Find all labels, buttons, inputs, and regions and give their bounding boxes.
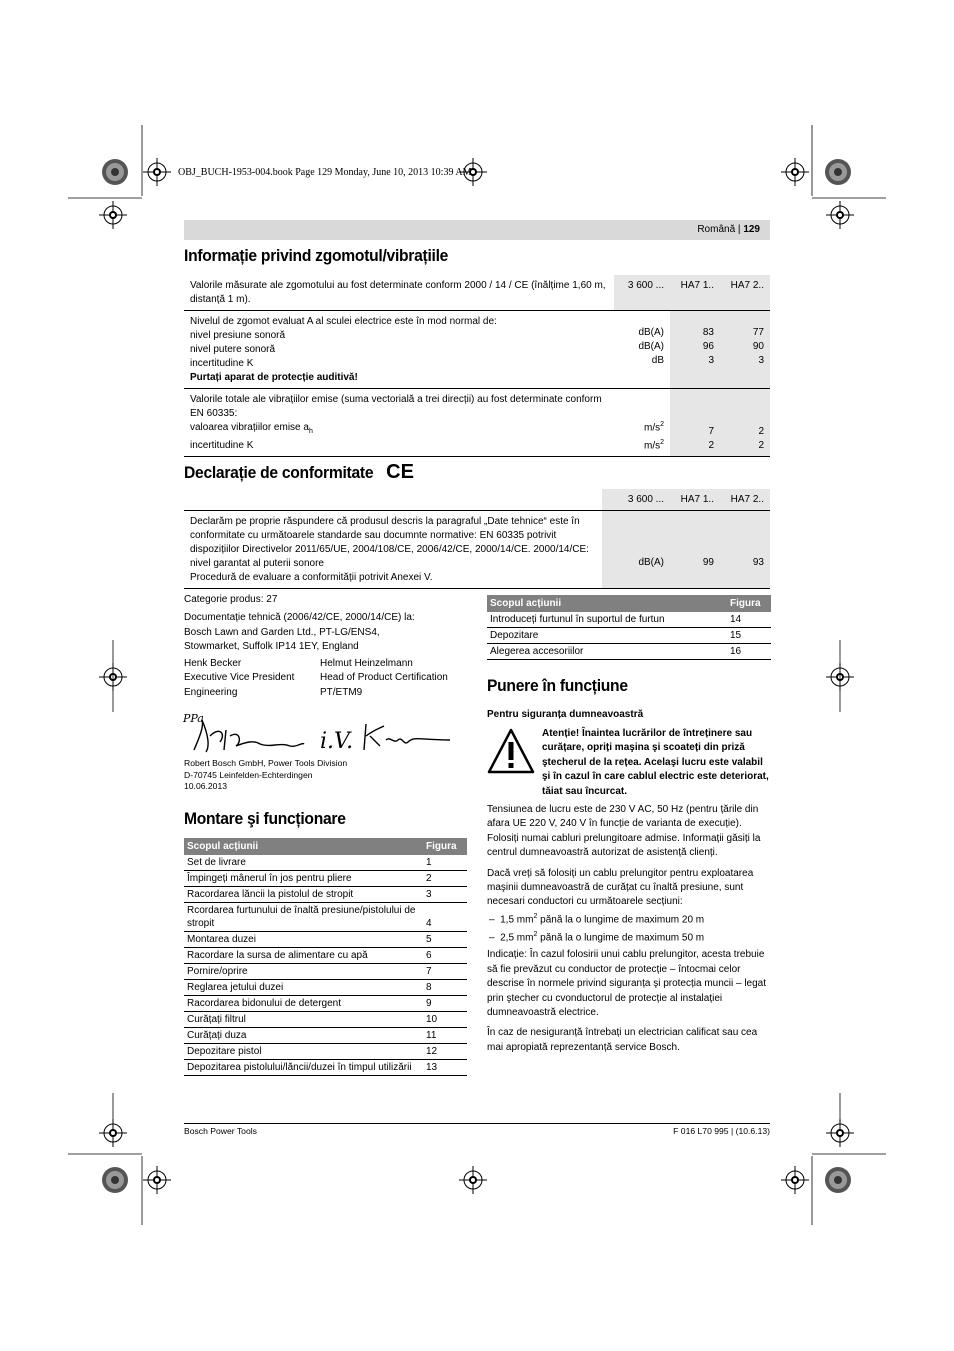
signer-1-name: Henk Becker (184, 658, 242, 669)
bullet-dash-2: – (489, 931, 495, 943)
action-cell: Rcordarea furtunului de înaltă presiune/pistolului de stropit (184, 903, 423, 932)
sound-v2-3: 3 (758, 355, 764, 366)
action-cell: Racordarea bidonului de detergent (184, 996, 423, 1012)
figure-cell: 16 (727, 644, 771, 660)
address-line-2: Stowmarket, Suffolk IP14 1EY, England (184, 641, 359, 653)
table-row (487, 628, 771, 644)
action-cell: Racordare la sursa de alimentare cu apă (184, 948, 423, 964)
conformity-unit: dB(A) (602, 511, 670, 589)
right-header-figure: Figura (727, 595, 771, 612)
company-line-1: Robert Bosch GmbH, Power Tools Division (184, 758, 348, 768)
declaration-block (184, 593, 469, 655)
figure-cell: 4 (423, 903, 467, 932)
col-header-2: HA7 1.. (670, 275, 720, 311)
conformity-heading (184, 461, 422, 484)
declaration-date: 10.06.2013 (184, 781, 228, 791)
conformity-table (184, 489, 770, 589)
sound-unit-3: dB (651, 355, 664, 366)
action-cell: Pornire/oprire (184, 964, 423, 980)
footer-left: Bosch Power Tools (184, 1126, 257, 1136)
vib-unit-base-2: m/s (643, 440, 661, 451)
uncertainty-label: incertitudine K (190, 440, 254, 451)
sound-unit-1: dB(A) (638, 327, 664, 338)
signer-2-title: Head of Product Certification (320, 672, 448, 684)
footer-rule (184, 1123, 770, 1124)
signer-2 (320, 657, 470, 700)
conformity-procedure: Procedură de evaluare a conformității potrivit Anexei V. (190, 572, 433, 583)
signer-2-name: Helmut Heinzelmann (320, 658, 413, 669)
signature-ppa: PPa (183, 712, 204, 725)
vibration-label (190, 421, 608, 439)
table-row (184, 948, 467, 964)
bullet-2-text: pănă la o lungime de maximum 50 m (540, 931, 705, 943)
table-row (184, 980, 467, 996)
table-row (184, 964, 467, 980)
startup-body (487, 803, 771, 1055)
col-header-3: HA7 2.. (720, 275, 770, 311)
vibration-label-text: valoarea vibrațiilor emise a (190, 422, 309, 433)
conf-col-header-1: 3 600 ... (602, 489, 670, 511)
vibration-sub: h (308, 428, 313, 435)
sound-v1-1: 83 (702, 327, 714, 338)
bullet-1-text: pănă la o lungime de maximum 20 m (540, 914, 705, 926)
bullet-2-exp: 2 (533, 930, 538, 938)
assembly-table (184, 838, 467, 1076)
hearing-warning: Purtați aparat de protecție auditivă! (190, 372, 358, 383)
action-cell: Alegerea accesoriilor (487, 644, 727, 660)
right-header-action: Scopul acțiunii (487, 595, 727, 612)
ce-mark: CE (386, 461, 414, 483)
signer-1 (184, 657, 320, 700)
page-header-bar (184, 220, 770, 240)
bullet-1-exp: 2 (533, 912, 538, 920)
figure-cell: 3 (423, 887, 467, 903)
signer-1-title-2: Engineering (184, 686, 238, 698)
figure-cell: 1 (423, 855, 467, 871)
table-row (184, 1028, 467, 1044)
company-block (184, 758, 469, 793)
unc-v1: 2 (708, 440, 714, 451)
sound-label-2: nivel putere sonoră (190, 344, 276, 355)
footer-right: F 016 L70 995 | (10.6.13) (673, 1126, 770, 1136)
print-header: OBJ_BUCH-1953-004.book Page 129 Monday, June 10, 2013 10:39 AM (178, 167, 472, 178)
figure-cell: 12 (423, 1044, 467, 1060)
safety-warning: Atenție! Înaintea lucrărilor de întreținere sau curățare, opriți maşina şi scoateți din priză ştecherul de la rețea. Acelaşi lucru este valabil şi în cazul în care cablul electric este deteriorat, tăiat sau încurcat. (542, 728, 769, 797)
vib-unit-1 (620, 418, 664, 435)
figure-cell: 9 (423, 996, 467, 1012)
warning-triangle-icon (487, 728, 535, 776)
figure-cell: 14 (727, 612, 771, 628)
address-line-1: Bosch Lawn and Garden Ltd., PT-LG/ENS4, (184, 626, 380, 638)
bullet-1-size: 1,5 mm (500, 914, 534, 926)
signature-heinzelmann (364, 724, 450, 750)
action-cell: Reglarea jetului duzei (184, 980, 423, 996)
conf-col-header-3: HA7 2.. (720, 489, 770, 511)
sound-v2-2: 90 (752, 341, 764, 352)
header-separator: | (737, 224, 741, 235)
vib-v2: 2 (758, 426, 764, 437)
company-line-2: D-70745 Leinfelden-Echterdingen (184, 769, 313, 780)
conformity-empty-header (184, 489, 602, 511)
right-table (487, 595, 771, 660)
conf-col-header-2: HA7 1.. (670, 489, 720, 511)
table-row (184, 871, 467, 887)
sound-label-3: incertitudine K (190, 358, 254, 369)
page-number: 129 (743, 224, 760, 235)
sound-values-1 (670, 311, 720, 389)
action-cell: Racordarea lăncii la pistolul de stropit (184, 887, 423, 903)
conformity-v1: 99 (670, 511, 720, 589)
figure-cell: 13 (423, 1060, 467, 1076)
sound-v1-3: 3 (708, 355, 714, 366)
figure-cell: 8 (423, 980, 467, 996)
unc-v2: 2 (758, 440, 764, 451)
note-text: Indicație: În cazul folosirii unui cablu prelungitor, acesta trebuie să fie prevăzut cu conductor de protecție – întocmai celor descrise în normele privind siguranța şi protecția muncii – legat prin ştecher cu cvonductorul de protecție al instalației dumneavoastră electrice. (487, 949, 767, 1018)
figure-cell: 5 (423, 932, 467, 948)
bullet-2-size: 2,5 mm (500, 931, 534, 943)
figure-cell: 10 (423, 1012, 467, 1028)
vib-unit-exp-2: 2 (660, 438, 664, 446)
table-row (487, 612, 771, 628)
table-row (184, 887, 467, 903)
vib-unit-2 (620, 436, 664, 453)
figure-cell: 15 (727, 628, 771, 644)
noise-table (184, 275, 770, 457)
startup-subtitle: Pentru siguranța dumneavoastră (487, 709, 644, 720)
conformity-text-cell (184, 511, 602, 589)
page-header (697, 224, 760, 235)
action-cell: Depozitare pistol (184, 1044, 423, 1060)
tech-doc: Documentație tehnică (2006/42/CE, 2000/14/CE) la: (184, 612, 415, 624)
table-row (184, 1012, 467, 1028)
vibration-cell (184, 389, 614, 457)
table-row (487, 644, 771, 660)
header-language: Română (697, 224, 736, 235)
action-cell: Depozitarea pistolului/lăncii/duzei în timpul utilizării (184, 1060, 423, 1076)
conformity-title: Declarație de conformitate (184, 463, 374, 482)
voltage-text: Tensiunea de lucru este de 230 V AC, 50 Hz (pentru țările din afara UE 220 V, 240 V în funcție de varianta de execuție). Folosiți numai cabluri prelungitoare admise. Informații găsiți la centrul dumneavoastră autorizat de asistență clienți. (487, 804, 761, 859)
bullet-dash-1: – (489, 914, 495, 926)
product-category: Categorie produs: 27 (184, 594, 278, 605)
conformity-text: Declarăm pe proprie răspundere că produsul descris la paragraful „Date tehnice“ este în conformitate cu următoarele standarde sau documnte normative: EN 60335 potrivit dispozițiilor Directivelor 2011/65/UE, 2004/108/CE, 2006/42/CE, 2000/14/CE. 2000/14/CE: nivel garantat al puterii sonore (190, 516, 589, 569)
assembly-header-figure: Figura (423, 838, 467, 855)
action-cell: Împingeți mânerul în jos pentru pliere (184, 871, 423, 887)
extension-text: Dacă vreți să folosiți un cablu prelungitor pentru exploatarea maşinii dumneavoastră de curățat cu înaltă presiune, sunt necesari conductori cu următoarele secțiuni: (487, 867, 754, 908)
vibration-values-1 (670, 389, 720, 457)
action-cell: Depozitare (487, 628, 727, 644)
noise-title: Informație privind zgomotul/vibrațiile (184, 246, 449, 265)
signer-2-title-2: PT/ETM9 (320, 686, 363, 698)
vibration-values-2 (720, 389, 770, 457)
vib-v1: 7 (708, 426, 714, 437)
action-cell: Montarea duzei (184, 932, 423, 948)
conformity-v2: 93 (720, 511, 770, 589)
sound-units (614, 311, 670, 389)
signature-becker (194, 720, 304, 752)
col-header-1: 3 600 ... (614, 275, 670, 311)
vibration-intro: Valorile totale ale vibrațiilor emise (suma vectorială a trei direcții) au fost determinate conform EN 60335: (190, 394, 602, 419)
table-row (184, 903, 467, 932)
signer-1-title: Executive Vice President (184, 672, 295, 684)
action-cell: Introduceți furtunul în suportul de furtun (487, 612, 727, 628)
sound-label-1: nivel presiune sonoră (190, 330, 286, 341)
sound-v1-2: 96 (702, 341, 714, 352)
vib-unit-exp: 2 (660, 421, 664, 429)
signature-iv: i.V. (320, 729, 354, 754)
action-cell: Curățați duza (184, 1028, 423, 1044)
table-row (184, 855, 467, 871)
right-table-wrap (487, 595, 771, 660)
assembly-table-wrap (184, 838, 467, 1076)
action-cell: Curățați filtrul (184, 1012, 423, 1028)
uncertain-text: În caz de nesiguranță întrebați un electrician calificat sau cea mai apropiată reprezentanță service Bosch. (487, 1027, 758, 1053)
sound-v2-1: 77 (752, 327, 764, 338)
vibration-units (614, 389, 670, 457)
startup-title: Punere în funcțiune (487, 676, 628, 695)
bullet-2 (487, 928, 771, 946)
sound-values-2 (720, 311, 770, 389)
table-row (184, 1044, 467, 1060)
sound-intro: Nivelul de zgomot evaluat A al sculei electrice este în mod normal de: (190, 316, 497, 327)
figure-cell: 2 (423, 871, 467, 887)
figure-cell: 11 (423, 1028, 467, 1044)
assembly-title: Montare şi funcționare (184, 809, 346, 828)
table-row (184, 996, 467, 1012)
table-row (184, 932, 467, 948)
noise-intro: Valorile măsurate ale zgomotului au fost determinate conform 2000 / 14 / CE (înălțime 1,60 m, distanță 1 m). (190, 280, 606, 305)
figure-cell: 6 (423, 948, 467, 964)
signatures (180, 706, 455, 758)
assembly-header-action: Scopul acțiunii (184, 838, 423, 855)
vib-unit-base: m/s (643, 422, 661, 434)
sound-unit-2: dB(A) (638, 341, 664, 352)
sound-cell (184, 311, 614, 389)
table-row (184, 1060, 467, 1076)
bullet-1 (487, 910, 771, 928)
figure-cell: 7 (423, 964, 467, 980)
action-cell: Set de livrare (184, 855, 423, 871)
